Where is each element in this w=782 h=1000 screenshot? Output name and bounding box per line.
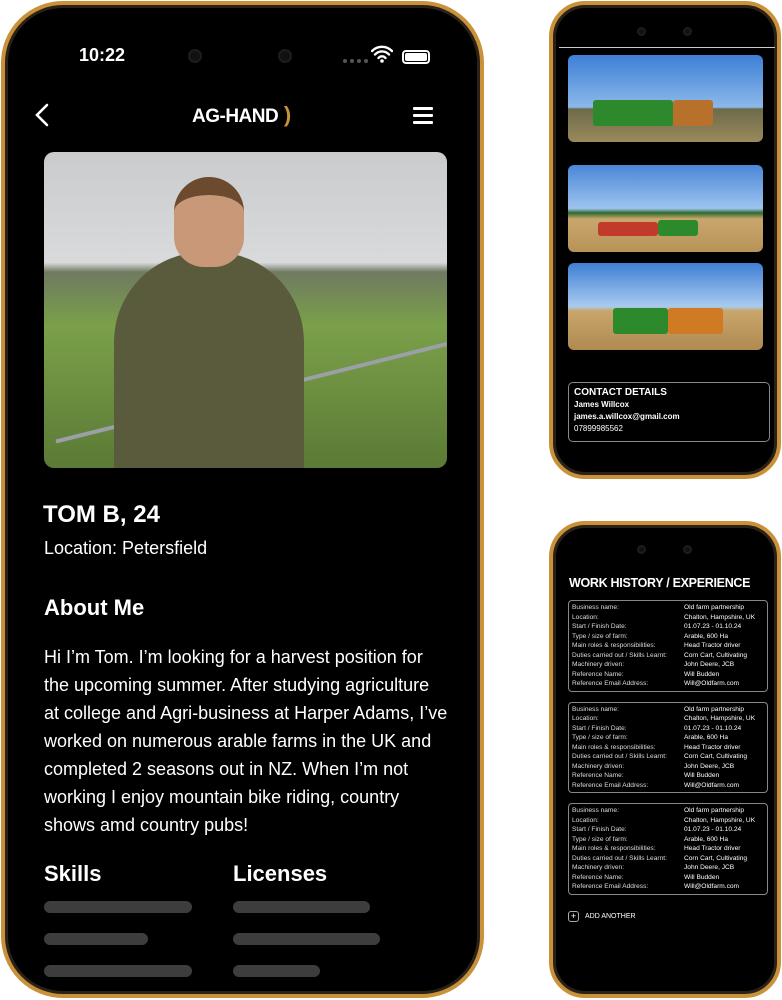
field-label: Type / size of farm: <box>572 835 628 843</box>
field-value: Head Tractor driver <box>684 743 741 751</box>
field-value: Old farm partnership <box>684 604 745 611</box>
about-heading: About Me <box>44 595 145 620</box>
work-entry-card[interactable] <box>568 803 768 895</box>
field-value: Corn Cart, Cultivating <box>684 651 748 659</box>
field-label: Duties carried out / Skills Learnt: <box>572 651 667 659</box>
licenses-section <box>233 861 422 997</box>
field-label: Location: <box>572 715 599 722</box>
profile-phone <box>1 1 484 998</box>
work-entry-row <box>572 670 764 680</box>
profile-photo <box>44 152 447 468</box>
work-entry-row <box>572 660 764 670</box>
field-value: Will Budden <box>684 873 720 881</box>
field-value: Corn Cart, Cultivating <box>684 753 748 760</box>
profile-details <box>44 643 449 997</box>
field-label: Main roles & responsibilities: <box>572 642 656 649</box>
field-label: Machinery driven: <box>572 661 625 668</box>
field-label: Main roles & responsibilities: <box>572 845 656 852</box>
field-label: Reference Email Address: <box>572 883 649 890</box>
field-label: Machinery driven: <box>572 762 625 770</box>
license-placeholder <box>233 901 370 913</box>
field-label: Type / size of farm: <box>572 632 628 640</box>
field-label: Duties carried out / Skills Learnt: <box>572 753 667 760</box>
work-entry-card[interactable] <box>568 702 768 794</box>
divider <box>559 47 775 48</box>
camera-icon <box>637 545 646 554</box>
battery-icon <box>402 50 430 64</box>
field-label: Duties carried out / Skills Learnt: <box>572 854 667 862</box>
work-entry-row <box>572 641 764 651</box>
field-value: 01.07.23 - 01.10.24 <box>684 623 742 630</box>
work-entry-row <box>572 752 764 762</box>
skill-placeholder <box>44 965 192 977</box>
work-entry-row <box>572 762 764 772</box>
field-label: Reference Name: <box>572 873 624 881</box>
work-entry-row <box>572 873 764 883</box>
wifi-icon <box>371 45 393 68</box>
field-label: Location: <box>572 613 599 621</box>
contact-details <box>568 382 770 442</box>
gallery-photo-tractor[interactable] <box>568 55 763 142</box>
field-label: Start / Finish Date: <box>572 724 627 732</box>
field-value: Arable, 600 Ha <box>684 632 728 640</box>
camera-icon <box>188 49 202 63</box>
work-entry-row <box>572 844 764 854</box>
field-label: Machinery driven: <box>572 864 625 871</box>
contact-name: James Willcox <box>574 400 630 409</box>
menu-button[interactable] <box>413 107 433 128</box>
field-value: Old farm partnership <box>684 705 745 713</box>
status-time: 10:22 <box>79 45 126 65</box>
contact-title: CONTACT DETAILS <box>574 387 667 398</box>
field-value: Head Tractor driver <box>684 845 741 852</box>
gallery-photo-trailer[interactable] <box>568 263 763 350</box>
work-entry-row <box>572 714 764 724</box>
profile-name: TOM B, 24 <box>43 501 160 528</box>
app-logo <box>192 102 291 128</box>
sensor-icon <box>278 49 292 63</box>
field-value: Head Tractor driver <box>684 642 741 649</box>
field-value: John Deere, JCB <box>684 864 735 871</box>
work-entry-row <box>572 882 764 892</box>
skills-section <box>44 861 233 997</box>
field-value: Old farm partnership <box>684 807 745 814</box>
sensor-icon <box>683 545 692 554</box>
work-entry-row <box>572 651 764 661</box>
work-entry-row <box>572 613 764 623</box>
field-value: Will Budden <box>684 772 720 779</box>
field-label: Reference Email Address: <box>572 781 649 789</box>
field-value: Chalton, Hampshire, UK <box>684 613 756 621</box>
field-value: 01.07.23 - 01.10.24 <box>684 724 742 732</box>
field-label: Business name: <box>572 604 619 611</box>
field-label: Reference Name: <box>572 772 624 779</box>
work-entry-row <box>572 771 764 781</box>
field-label: Type / size of farm: <box>572 734 628 741</box>
work-entry-row <box>572 724 764 734</box>
field-label: Business name: <box>572 807 619 814</box>
work-entry-row <box>572 733 764 743</box>
field-label: Reference Name: <box>572 670 624 678</box>
license-placeholder <box>233 965 320 977</box>
field-value: John Deere, JCB <box>684 661 735 668</box>
field-value: Will Budden <box>684 670 720 678</box>
skills-heading: Skills <box>44 861 102 886</box>
work-entry-row <box>572 743 764 753</box>
field-value: 01.07.23 - 01.10.24 <box>684 826 742 833</box>
work-entry-row <box>572 622 764 632</box>
work-entry-row <box>572 806 764 816</box>
add-another-label: ADD ANOTHER <box>585 912 636 920</box>
work-entries <box>568 600 768 895</box>
work-entry-card[interactable] <box>568 600 768 692</box>
field-value: Arable, 600 Ha <box>684 734 728 741</box>
work-history-title: WORK HISTORY / EXPERIENCE <box>569 576 751 590</box>
wheat-icon: ) <box>278 102 291 127</box>
field-value: Will@Oldfarm.com <box>684 781 740 789</box>
license-placeholder <box>233 933 380 945</box>
field-value: Will@Oldfarm.com <box>684 883 740 890</box>
field-label: Business name: <box>572 705 619 713</box>
work-entry-row <box>572 781 764 791</box>
work-entry-row <box>572 825 764 835</box>
work-entry-row <box>572 679 764 689</box>
field-label: Start / Finish Date: <box>572 623 627 630</box>
add-another-button[interactable] <box>568 911 768 922</box>
contact-phone[interactable]: 07899985562 <box>574 424 623 433</box>
profile-location: Location: Petersfield <box>44 538 208 558</box>
about-text: Hi I’m Tom. I’m looking for a harvest position for the upcoming summer. After studying agriculture at college and Agri-business at Harper Adams, I’ve worked on numerous arable farms in the UK and completed 2 seasons out in NZ. When I’m not working I enjoy mountain bike riding, country shows amd country pubs! <box>44 647 448 835</box>
licenses-heading: Licenses <box>233 861 328 886</box>
contact-email[interactable]: james.a.willcox@gmail.com <box>574 412 680 421</box>
skill-placeholder <box>44 901 192 913</box>
back-button[interactable] <box>35 103 49 132</box>
work-entry-row <box>572 603 764 613</box>
app-logo-text: AG-HAND <box>192 106 279 127</box>
work-history-phone <box>549 521 781 998</box>
work-entry-row <box>572 863 764 873</box>
work-entry-row <box>572 816 764 826</box>
gallery-photo-harvester[interactable] <box>568 165 763 252</box>
work-entry-row <box>572 835 764 845</box>
camera-icon <box>637 27 646 36</box>
field-label: Reference Email Address: <box>572 680 649 687</box>
plus-icon: + <box>568 911 579 922</box>
skill-placeholder <box>44 933 148 945</box>
work-entry-row <box>572 705 764 715</box>
field-value: Arable, 600 Ha <box>684 835 728 843</box>
field-value: Will@Oldfarm.com <box>684 680 740 687</box>
work-entry-row <box>572 632 764 642</box>
work-history-list <box>568 600 768 922</box>
gallery-phone <box>549 1 781 479</box>
field-value: Chalton, Hampshire, UK <box>684 715 756 722</box>
field-label: Start / Finish Date: <box>572 826 627 833</box>
field-label: Main roles & responsibilities: <box>572 743 656 751</box>
work-entry-row <box>572 854 764 864</box>
signal-icon <box>343 59 368 63</box>
field-value: Corn Cart, Cultivating <box>684 854 748 862</box>
field-value: Chalton, Hampshire, UK <box>684 816 756 824</box>
skills-licenses <box>44 861 449 997</box>
field-value: John Deere, JCB <box>684 762 735 770</box>
field-label: Location: <box>572 816 599 824</box>
sensor-icon <box>683 27 692 36</box>
